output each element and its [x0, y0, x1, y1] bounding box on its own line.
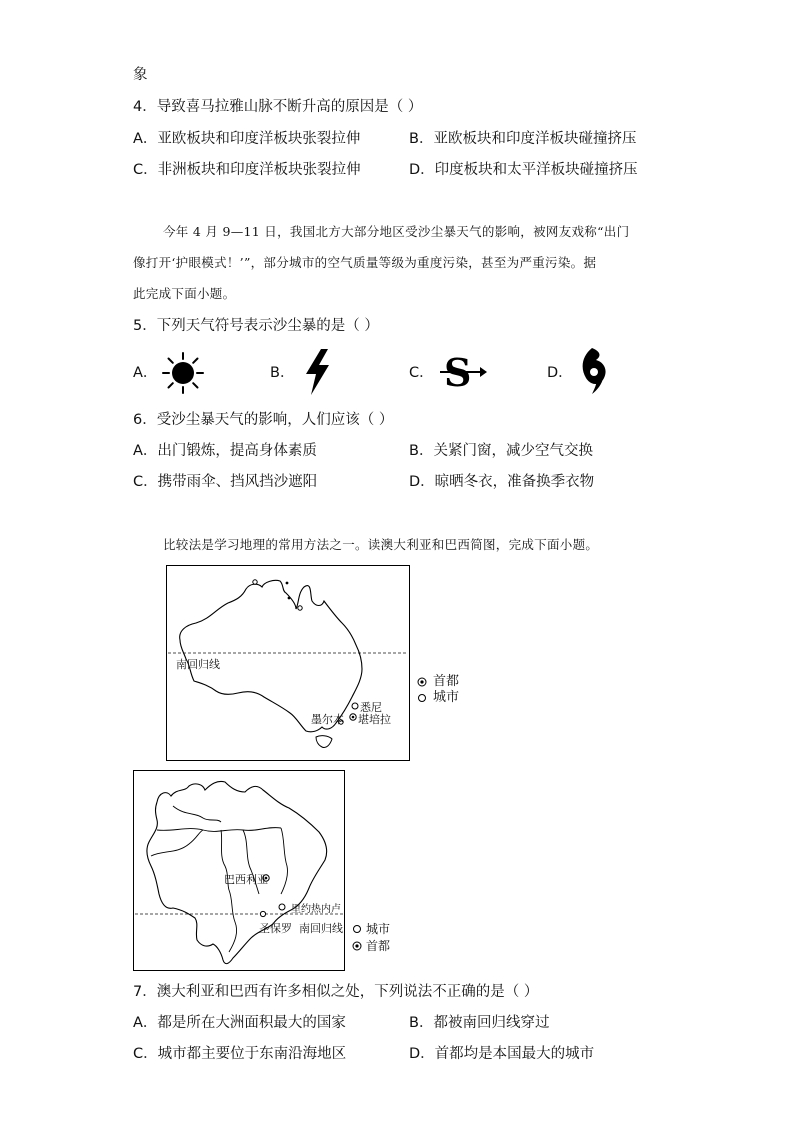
svg-text:S: S	[444, 350, 472, 394]
q6-option-d[interactable]: D．晾晒冬衣，准备换季衣物	[409, 474, 595, 490]
city-legend-icon	[416, 692, 428, 704]
legend-capital-brazil: 首都	[366, 939, 391, 953]
q4-option-c[interactable]: C．非洲板块和印度洋板块张裂拉伸	[133, 162, 361, 178]
lightning-icon	[302, 348, 332, 396]
q7-stem: 7．澳大利亚和巴西有许多相似之处，下列说法不正确的是（ ）	[133, 984, 539, 1000]
label-tropic-australia: 南回归线	[176, 658, 220, 671]
q4-option-d[interactable]: D．印度板块和太平洋板块碰撞挤压	[409, 162, 638, 178]
q7-option-b[interactable]: B．都被南回归线穿过	[409, 1015, 550, 1031]
label-melbourne: 墨尔本	[311, 713, 344, 726]
city-legend-icon	[351, 923, 363, 935]
q4-option-a[interactable]: A．亚欧板块和印度洋板块张裂拉伸	[133, 131, 361, 147]
q7-option-c[interactable]: C．城市都主要位于东南沿海地区	[133, 1046, 347, 1062]
q4-stem: 4．导致喜马拉雅山脉不断升高的原因是（ ）	[133, 99, 423, 115]
typhoon-icon	[578, 346, 610, 396]
q7-option-d[interactable]: D．首都均是本国最大的城市	[409, 1046, 595, 1062]
q5-option-c[interactable]: C．	[409, 365, 434, 381]
label-brasilia: 巴西利亚	[224, 873, 268, 886]
legend-city-australia: 城市	[433, 690, 460, 705]
label-sydney: 悉尼	[360, 701, 382, 714]
sun-icon	[162, 352, 204, 394]
q5-option-b[interactable]: B．	[270, 365, 295, 381]
label-canberra: 堪培拉	[358, 713, 391, 726]
q6-option-a[interactable]: A．出门锻炼，提高身体素质	[133, 443, 317, 459]
label-rio: 里约热内卢	[291, 904, 341, 915]
capital-legend-icon	[351, 940, 363, 952]
q6-stem: 6．受沙尘暴天气的影响，人们应该（ ）	[133, 412, 394, 428]
passage1-line1: 今年 4 月 9—11 日，我国北方大部分地区受沙尘暴天气的影响，被网友戏称“出门	[163, 224, 630, 239]
legend-city-brazil: 城市	[366, 922, 391, 936]
passage1-line3: 此完成下面小题。	[133, 286, 236, 301]
legend-capital-australia: 首都	[433, 674, 460, 689]
continued-text: 象	[133, 67, 148, 83]
passage1-line2: 像打开‘护眼模式！’”，部分城市的空气质量等级为重度污染，甚至为严重污染。据	[133, 255, 597, 270]
label-tropic-brazil: 南回归线	[299, 922, 343, 935]
q4-option-b[interactable]: B．亚欧板块和印度洋板块碰撞挤压	[409, 131, 637, 147]
q5-option-d[interactable]: D．	[547, 365, 573, 381]
capital-legend-icon	[416, 676, 428, 688]
q6-option-c[interactable]: C．携带雨伞、挡风挡沙遮阳	[133, 474, 318, 490]
q7-option-a[interactable]: A．都是所在大洲面积最大的国家	[133, 1015, 346, 1031]
q5-stem: 5．下列天气符号表示沙尘暴的是（ ）	[133, 318, 379, 334]
sandstorm-icon	[440, 350, 488, 394]
label-sao-paulo: 圣保罗	[259, 922, 292, 935]
q5-option-a[interactable]: A．	[133, 365, 158, 381]
passage2: 比较法是学习地理的常用方法之一。读澳大利亚和巴西简图，完成下面小题。	[163, 537, 599, 552]
q6-option-b[interactable]: B．关紧门窗，减少空气交换	[409, 443, 593, 459]
